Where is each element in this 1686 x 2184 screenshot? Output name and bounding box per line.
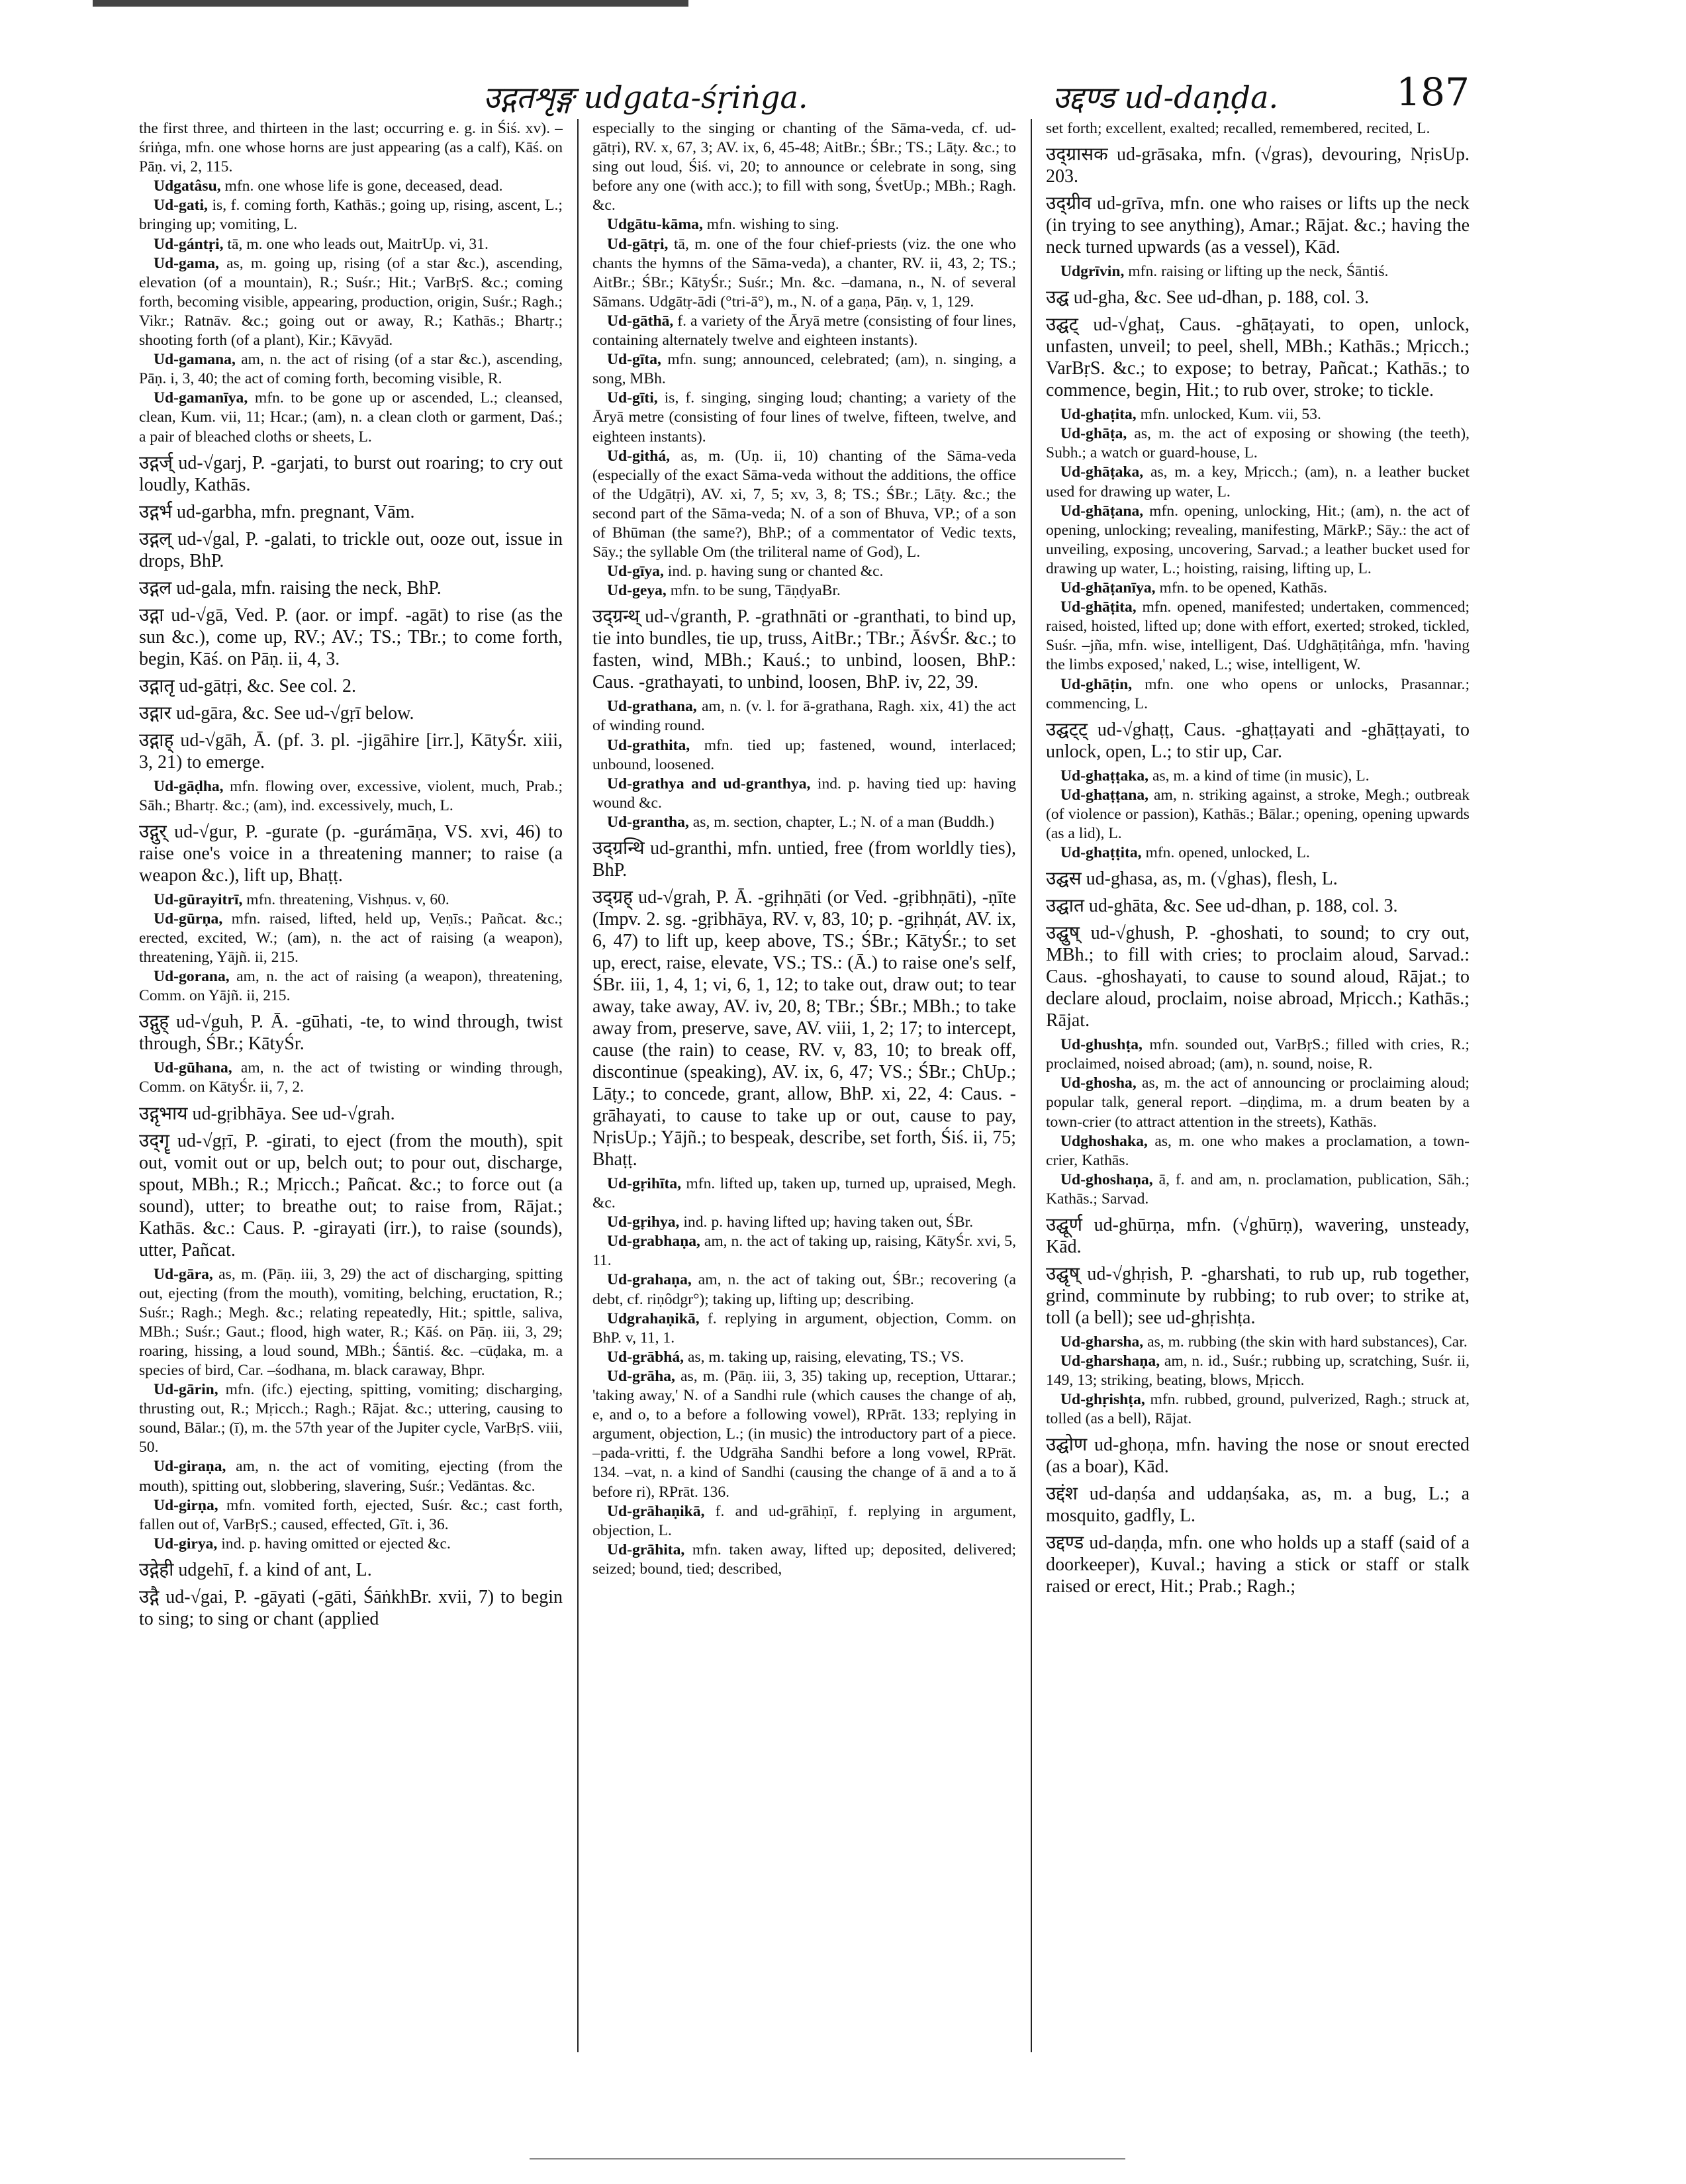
entry-definition: उद्गा ud-√gā, Ved. P. (aor. or impf. -agāt) to rise (as the sun &c.), come up, RV.; AV.; TS.; TBr.; to come forth, begin, Kāś. on Pāṇ. ii, 4, 3. (139, 604, 563, 669)
entry-headword: Ud-ghoshaṇa, (1060, 1170, 1153, 1188)
dictionary-entry (1046, 502, 1470, 579)
root-entry (1046, 1263, 1470, 1329)
entry-headword: Udgrīvin, (1060, 263, 1125, 281)
dictionary-entry (139, 235, 563, 254)
dictionary-entry (592, 813, 1016, 832)
dictionary-entry (1046, 463, 1470, 501)
root-entry (1046, 1532, 1470, 1597)
entry-headword: Ud-gṛihīta, (607, 1175, 682, 1192)
dictionary-columns (139, 119, 1470, 2052)
entry-definition: उद्घस ud-ghasa, as, m. (√ghas), flesh, L. (1046, 869, 1338, 890)
entry-definition: mfn. one whose life is gone, deceased, dead. (224, 177, 503, 195)
column-1 (139, 119, 563, 2052)
entry-headword: Ud-grāhaṇikā, (607, 1502, 705, 1520)
entry-headword: Udgatâsu, (154, 177, 221, 195)
dictionary-entry (1046, 1132, 1470, 1170)
entry-headword: Ud-gṛihya, (607, 1213, 680, 1231)
root-entry (592, 886, 1016, 1170)
entry-definition: as, m. taking up, raising, elevating, TS.; VS. (687, 1348, 964, 1366)
dictionary-entry (1046, 1074, 1470, 1131)
entry-definition: mfn. sounded out, VarBṛS.; filled with cries, R.; proclaimed, noised abroad; (am), n. sound, noise, R. (1046, 1036, 1470, 1073)
entry-definition: as, m. section, chapter, L.; N. of a man (Buddh.) (692, 813, 994, 831)
entry-definition: उद्गातृ ud-gātṛi, &c. See col. 2. (139, 675, 356, 696)
entry-headword: Ud-grabhaṇa, (607, 1233, 700, 1251)
entry-headword: Ud-gīti, (607, 389, 658, 407)
dictionary-entry (1046, 1390, 1470, 1429)
entry-definition: mfn. flowing over, excessive, violent, much, Prab.; Sāh.; Bhartṛ. &c.; (am), ind. excessively, much, L. (139, 777, 563, 814)
dictionary-entry (592, 1309, 1016, 1348)
root-entry (1046, 719, 1470, 763)
entry-headword: Ud-gātṛi, (607, 235, 669, 253)
root-entry (1046, 895, 1470, 917)
dictionary-entry (1046, 843, 1470, 863)
root-entry (139, 1586, 563, 1630)
entry-definition: उद्गल् ud-√gal, P. -galati, to trickle out, ooze out, issue in drops, BhP. (139, 528, 563, 571)
dictionary-entry (139, 350, 563, 389)
entry-headword: Ud-grāha, (607, 1367, 675, 1385)
dictionary-entry (1046, 598, 1470, 675)
entry-definition: ind. p. having lifted up; having taken out, ŚBr. (683, 1213, 974, 1231)
dictionary-entry (139, 254, 563, 350)
entry-headword: Ud-gántṛi, (154, 235, 224, 253)
entry-definition: f. a variety of the Āryā metre (consisting of four lines, containing alternately twelve and eighteen instants). (592, 312, 1016, 350)
entry-definition: उद्ग्रह् ud-√grah, P. Ā. -gṛihṇāti (or Ved. -gṛibhṇāti), -ṇīte (Impv. 2. sg. -gṛibhāya, RV. v, 83, 10; p. -gṛihṇát, AV. ix, 6, 47) to lift up, keep above, TS.; ŚBr.; KātyŚr.; to set up, erect, raise, elevate, VS.; TS.: (Ā.) to raise one's self, ŚBr. iii, 1, 4, 1; vi, 6, 1, 12; to take out, draw out; to tear away, take away, AV. iv, 20, 8; TBr.; ŚBr.; MBh.; to take away from, preserve, save, AV. viii, 1, 2; 17; to intercept, cause (the rain) to cease, RV. v, 83, 10; to break off, discontinue (speaking), AV. ix, 6, 47; VS.; ŚBr.; ChUp.; Lāṭy.; to concede, grant, allow, BhP. xi, 22, 4: Caus. -grāhayati, to cause to take up or out, cause to pay, NṛisUp.; Yājñ.; to bespeak, describe, set forth, Śiś. ii, 75; Bhaṭṭ. (592, 887, 1016, 1170)
entry-headword: Ud-ghāṭita, (1060, 598, 1137, 616)
entry-headword: Udgrahaṇikā, (607, 1309, 700, 1327)
entry-definition: mfn. taken away, lifted up; deposited, delivered; seized; bound, tied; described, (592, 1541, 1016, 1578)
root-entry (592, 837, 1016, 881)
entry-definition: उद्घुष् ud-√ghush, P. -ghoshati, to sound; to cry out, MBh.; to fill with cries; to proclaim aloud, Sarvad.: Caus. -ghoshayati, to cause to sound aloud, Rājat.; to declare aloud, proclaim, noise abroad, Mṛicch.; Kathās.; Rājat. (1046, 923, 1470, 1031)
entry-definition: mfn. vomited forth, ejected, Suśr. &c.; cast forth, fallen out of, VarBṛS.; caused, effected, Gīt. i, 36. (139, 1496, 563, 1533)
column-divider (577, 119, 579, 2052)
entry-definition: am, n. the act of vomiting, ejecting (from the mouth), spitting out, slobbering, slavering, Suśr.; Vedāntas. &c. (139, 1458, 563, 1495)
dictionary-entry (139, 967, 563, 1006)
root-entry (139, 452, 563, 496)
root-entry (139, 1011, 563, 1055)
entry-definition: mfn. lifted up, taken up, turned up, upraised, Megh. &c. (592, 1175, 1016, 1212)
dictionary-entry (1046, 262, 1470, 281)
root-entry (1046, 193, 1470, 258)
entry-headword: Ud-ghaṭṭita, (1060, 844, 1142, 862)
dictionary-entry (592, 235, 1016, 312)
entry-definition: उद्गेही udgehī, f. a kind of ant, L. (139, 1559, 372, 1580)
entry-definition: f. replying in argument, objection, Comm. on BhP. v, 11, 1. (592, 1309, 1016, 1347)
dictionary-entry (139, 777, 563, 816)
entry-definition: as, m. (Pāṇ. iii, 3, 29) the act of discharging, spitting out, ejecting (from the mouth), vomiting, belching, eructation, R.; Suśr.; Ragh.; Megh. &c.; relating repeatedly, Hit.; spittle, saliva, MBh.; Suśr.; Gaut.; flood, high water, R.; Kāś. on Pāṇ. iii, 3, 29; roaring, hissing, a loud sound, MBh.; Śāntiś. &c. –cūḍaka, m. a species of bird, Car. –śodhana, m. black caraway, Bhpr. (139, 1265, 563, 1379)
dictionary-entry (592, 1541, 1016, 1579)
entry-headword: Ud-grāhita, (607, 1541, 685, 1558)
root-entry (1046, 922, 1470, 1031)
root-entry (1046, 314, 1470, 401)
dictionary-entry (139, 1457, 563, 1496)
dictionary-entry (592, 562, 1016, 581)
entry-definition: उद्गै ud-√gai, P. -gāyati (-gāti, ŚāṅkhBr. xvii, 7) to begin to sing; to sing or chant (applied (139, 1586, 563, 1629)
dictionary-entry (139, 177, 563, 196)
page-number: 187 (1396, 70, 1470, 115)
entry-definition: उद्गल ud-gala, mfn. raising the neck, BhP. (139, 577, 442, 598)
root-entry (139, 1103, 563, 1125)
entry-headword: Ud-gati, (154, 197, 208, 214)
entry-definition: as, m. one who makes a proclamation, a town-crier, Kathās. (1046, 1132, 1470, 1169)
entry-definition: set forth; excellent, exalted; recalled, remembered, recited, L. (1046, 120, 1430, 137)
entry-headword: Ud-gharshaṇa, (1060, 1353, 1160, 1370)
entry-definition: उद्घूर्ण ud-ghūrṇa, mfn. (√ghūrṇ), wavering, unsteady, Kād. (1046, 1215, 1470, 1257)
entry-headword: Ud-giraṇa, (154, 1458, 226, 1476)
root-entry (1046, 1483, 1470, 1527)
entry-headword: Ud-grathita, (607, 736, 690, 754)
root-entry (1046, 1214, 1470, 1258)
entry-definition: उद्गुर् ud-√gur, P. -gurate (p. -gurámāṇa, VS. xvi, 46) to raise one's voice in a threatening manner; to raise (a weapon &c.), lift up, Bhaṭṭ. (139, 821, 563, 886)
column-3 (1046, 119, 1470, 2052)
entry-headword: Ud-githá, (607, 447, 671, 465)
entry-definition: mfn. opened, manifested; undertaken, commenced; raised, hoisted, lifted up; done with effort, exerted; stroked, tickled, Suśr. –jña, mfn. wise, intelligent, Daś. Udghāṭitâṅga, mfn. 'having the limbs exposed,' naked, L.; wise, intelligent, W. (1046, 598, 1470, 674)
dictionary-entry (592, 1348, 1016, 1367)
entry-definition: mfn. (ifc.) ejecting, spitting, vomiting; discharging, thrusting out, R.; Mṛicch.; Ragh.; Rājat. &c.; uttering, causing to sound, Bālar.; (ī), m. the 57th year of the Jupiter cycle, VarBṛS. viii, 50. (139, 1381, 563, 1456)
entry-definition: उद्ग्रन्थ् ud-√granth, P. -grathnāti or -granthati, to bind up, tie into bundles, tie up, truss, AitBr.; TBr.; ĀśvŚr. &c.; to fasten, wind, MBh.; Kauś.; to unbind, loosen, BhP.: Caus. -grathayati, to unbind, loosen, BhP. iv, 22, 39. (592, 606, 1016, 693)
continued-entry (139, 119, 563, 177)
entry-definition: उद्ग्रन्थि ud-granthi, mfn. untied, free (from worldly ties), BhP. (592, 838, 1016, 880)
entry-headword: Udghoshaka, (1060, 1132, 1148, 1150)
entry-definition: as, m. the act of exposing or showing (the teeth), Subh.; a watch or guard-house, L. (1046, 425, 1470, 462)
entry-headword: Ud-grantha, (607, 813, 689, 831)
entry-definition: उद्घोण ud-ghoṇa, mfn. having the nose or snout erected (as a boar), Kād. (1046, 1435, 1470, 1478)
dictionary-entry (1046, 767, 1470, 786)
entry-headword: Ud-geya, (607, 582, 667, 600)
entry-definition: is, f. coming forth, Kathās.; going up, rising, ascent, L.; bringing up; vomiting, L. (139, 197, 563, 234)
entry-definition: mfn. unlocked, Kum. vii, 53. (1140, 406, 1321, 424)
entry-definition: am, n. striking against, a stroke, Megh.; outbreak (of violence or passion), Kathās.; Bālar.; opening, opening upwards (as a lid), L. (1046, 786, 1470, 842)
scan-bottom-edge (530, 2158, 1125, 2160)
dictionary-entry (139, 1496, 563, 1535)
entry-definition: as, m. a kind of time (in music), L. (1152, 767, 1370, 784)
entry-definition: am, n. the act of taking up, raising, KātyŚr. xvi, 5, 11. (592, 1233, 1016, 1270)
entry-definition: f. and ud-grāhiṇī, f. replying in argument, objection, L. (592, 1502, 1016, 1539)
entry-definition: उद्गाह् ud-√gāh, Ā. (pf. 3. pl. -jigāhire [irr.], KātyŚr. xiii, 3, 21) to emerge. (139, 730, 563, 773)
entry-headword: Ud-ghāṭanīya, (1060, 579, 1156, 597)
column-divider (1031, 119, 1032, 2052)
entry-headword: Ud-girya, (154, 1535, 218, 1552)
entry-definition: उद्दण्ड ud-daṇḍa, mfn. one who holds up a staff (said of a doorkeeper), Kuval.; having a stick or staff or stalk raised or erect, Hit.; Prab.; Ragh.; (1046, 1533, 1470, 1597)
dictionary-entry (1046, 1170, 1470, 1209)
entry-headword: Ud-ghosha, (1060, 1074, 1137, 1092)
entry-definition: mfn. threatening, Vishṇus. v, 60. (246, 890, 449, 908)
root-entry (139, 1130, 563, 1261)
root-entry (1046, 868, 1470, 890)
entry-headword: Ud-ghāṭaka, (1060, 463, 1144, 481)
entry-definition: mfn. raising or lifting up the neck, Śāntiś. (1128, 263, 1389, 281)
entry-definition: उद्घात ud-ghāta, &c. See ud-dhan, p. 188, col. 3. (1046, 896, 1398, 917)
root-entry (1046, 144, 1470, 187)
root-entry (139, 675, 563, 697)
dictionary-entry (592, 1232, 1016, 1270)
dictionary-entry (1046, 675, 1470, 714)
entry-headword: Ud-ghaṭṭana, (1060, 786, 1149, 804)
dictionary-entry (592, 312, 1016, 350)
root-entry (139, 730, 563, 773)
entry-definition: ind. p. having omitted or ejected &c. (221, 1535, 451, 1552)
entry-definition: ā, f. and am, n. proclamation, publication, Sāh.; Kathās.; Sarvad. (1046, 1170, 1470, 1208)
dictionary-entry (1046, 786, 1470, 843)
entry-definition: mfn. raised, lifted, held up, Veṇīs.; Pañcat. &c.; erected, excited, W.; (am), n. the act of raising (a weapon), threatening, Yājñ. ii, 215. (139, 910, 563, 967)
entry-headword: Ud-gīya, (607, 563, 664, 581)
root-entry (139, 501, 563, 523)
entry-headword: Ud-gāthā, (607, 312, 674, 330)
dictionary-entry (592, 389, 1016, 446)
entry-definition: उद्घ ud-gha, &c. See ud-dhan, p. 188, col. 3. (1046, 287, 1370, 309)
entry-definition: as, m. (Uṇ. ii, 10) chanting of the Sāma-veda (especially of the exact Sāma-veda without the additions, the office of the Udgātṛi), AV. xi, 7, 5; xv, 3, 8; TS.; ŚBr.; Lāṭy. &c.; the second part of the Sāma-veda; N. of a son of Bhuva, VP.; of a son of Bhūman (the same?), BhP.; of a commentator of Vedic texts, Sāy.; the syllable Om (the triliteral name of God), L. (592, 447, 1016, 561)
entry-definition: उद्दंश ud-daṇśa and uddaṇśaka, as, m. a bug, L.; a mosquito, gadfly, L. (1046, 1484, 1470, 1527)
entry-definition: mfn. wishing to sing. (706, 216, 839, 234)
dictionary-entry (592, 1213, 1016, 1232)
dictionary-entry (592, 1270, 1016, 1309)
entry-headword: Ud-ghāṭin, (1060, 675, 1133, 693)
entry-definition: mfn. sung; announced, celebrated; (am), n. singing, a song, MBh. (592, 351, 1016, 388)
entry-definition: as, m. a key, Mṛicch.; (am), n. a leather bucket used for drawing up water, L. (1046, 463, 1470, 500)
entry-definition: mfn. rubbed, ground, pulverized, Ragh.; struck at, tolled (as a bell), Rājat. (1046, 1391, 1470, 1428)
entry-headword: Ud-ghāṭa, (1060, 425, 1127, 443)
entry-definition: as, m. (Pāṇ. iii, 3, 35) taking up, reception, Uttarar.; 'taking away,' N. of a Sandhi rule (which causes the change of aḥ, e, and o, to a before a following vowel), RPrāt. 133; replying in argument, objection, L.; (in music) the introductory part of a piece. –pada-vritti, f. the Udgrāha Sandhi before a long vowel, RPrāt. 134. –vat, n. a kind of Sandhi (causing the change of ā and a to ă before ri), RPrāt. 136. (592, 1367, 1016, 1501)
dictionary-entry (139, 890, 563, 910)
entry-definition: उद्घट् ud-√ghaṭ, Caus. -ghāṭayati, to open, unlock, unfasten, unveil; to peel, shell, MBh.; Kathās.; Mṛicch.; VarBṛS. &c.; to expose; to betray, Pañcat.; Kathās.; to commence, begin, Hit.; to rub over, stroke; to tickle. (1046, 314, 1470, 401)
entry-headword: Ud-gūhana, (154, 1059, 232, 1077)
entry-definition: am, n. the act of twisting or winding through, Comm. on KātyŚr. ii, 7, 2. (139, 1059, 563, 1096)
root-entry (139, 702, 563, 724)
dictionary-entry (1046, 405, 1470, 424)
entry-definition: mfn. to be opened, Kathās. (1159, 579, 1328, 597)
entry-definition: mfn. to be gone up or ascended, L.; cleansed, clean, Kum. vii, 11; Hcar.; (am), n. a clean cloth or garment, Daś.; a pair of bleached cloths or sheets, L. (139, 389, 563, 446)
entry-headword: Ud-gāḍha, (154, 777, 224, 795)
dictionary-entry (592, 1174, 1016, 1213)
entry-definition: mfn. one who opens or unlocks, Prasannar.; commencing, L. (1046, 675, 1470, 712)
entry-headword: Ud-ghāṭana, (1060, 502, 1144, 520)
entry-headword: Ud-grahaṇa, (607, 1271, 692, 1289)
entry-definition: mfn. to be sung, TāṇḍyaBr. (670, 582, 841, 600)
entry-definition: am, n. the act of rising (of a star &c.), ascending, Pāṇ. i, 3, 40; the act of coming forth, becoming visible, R. (139, 351, 563, 388)
entry-headword: Ud-grathya and ud-granthya, (607, 775, 811, 792)
column-2 (592, 119, 1016, 2052)
dictionary-entry (139, 1265, 563, 1381)
root-entry (1046, 287, 1470, 309)
entry-definition: is, f. singing, singing loud; chanting; a variety of the Āryā metre (consisting of four lines of twelve, fifteen, twelve, and eighteen instants). (592, 389, 1016, 446)
root-entry (1046, 1434, 1470, 1478)
dictionary-entry (592, 1367, 1016, 1502)
dictionary-entry (1046, 424, 1470, 463)
entry-headword: Ud-ghushṭa, (1060, 1036, 1143, 1054)
page-header (139, 70, 1470, 122)
entry-definition: उद्गार ud-gāra, &c. See ud-√gṛī below. (139, 702, 414, 724)
entry-headword: Ud-gārin, (154, 1381, 218, 1399)
dictionary-entry (139, 389, 563, 446)
entry-definition: especially to the singing or chanting of the Sāma-veda, cf. ud-gātṛi), RV. x, 67, 3; AV. ix, 6, 45-48; AitBr.; ŚBr.; TS.; Lāṭy. &c.; to sing out loud, Śiś. vi, 20; to announce or celebrate in song, sing before any one (with acc.); to fill with song, ŚvetUp.; MBh.; Ragh. &c. (592, 120, 1016, 214)
root-entry (139, 821, 563, 886)
entry-definition: am, n. the act of raising (a weapon), threatening, Comm. on Yājñ. ii, 215. (139, 968, 563, 1005)
scan-top-edge (93, 0, 688, 7)
entry-headword: Ud-ghaṭṭaka, (1060, 767, 1149, 784)
entry-definition: am, n. the act of taking out, ŚBr.; recovering (a debt, cf. riṇôdgr°); taking up, lifting up; describing. (592, 1271, 1016, 1308)
entry-definition: उद्ग्रीव ud-grīva, mfn. one who raises or lifts up the neck (in trying to see anything), Amar.; Rājat. &c.; having the neck turned upwards (as a vessel), Kād. (1046, 193, 1470, 258)
entry-definition: am, n. id., Suśr.; rubbing up, scratching, Suśr. ii, 149, 13; striking, beating, blows, Mṛicch. (1046, 1353, 1470, 1390)
entry-definition: उद्गॄ ud-√gṛī, P. -girati, to eject (from the mouth), spit out, vomit out or up, belch out; to pour out, discharge, spout, MBh.; R.; Mṛicch.; Pañcat. &c.; to force out (a sound), utter; to breathe out; to raise from, Rājat.; Kathās. &c.: Caus. P. -girayati (irr.), to raise (sounds), utter, Pañcat. (139, 1130, 563, 1260)
entry-definition: tā, m. one of the four chief-priests (viz. the one who chants the hymns of the Sāma-veda), a chanter, RV. ii, 43, 2; TS.; AitBr.; ŚBr.; KātyŚr.; Suśr.; Mn. &c. –damana, n., N. of several Sāmans. Udgātṛ-ādi (°tri-ā°), m., N. of a gaṇa, Pāṇ. v, 1, 129. (592, 235, 1016, 310)
entry-definition: mfn. opened, unlocked, L. (1145, 844, 1310, 862)
entry-definition: उद्गर्भ ud-garbha, mfn. pregnant, Vām. (139, 501, 415, 522)
entry-definition: as, m. rubbing (the skin with hard substances), Car. (1147, 1333, 1468, 1351)
entry-definition: उद्गृभाय ud-gṛibhāya. See ud-√grah. (139, 1103, 395, 1124)
dictionary-entry (1046, 1333, 1470, 1352)
dictionary-entry (592, 1502, 1016, 1541)
entry-headword: Ud-grābhá, (607, 1348, 684, 1366)
entry-definition: the first three, and thirteen in the last; occurring e. g. in Śiś. xv). –śriṅga, mfn. one whose horns are just appearing (as a calf), Kāś. on Pāṇ. vi, 2, 115. (139, 120, 563, 176)
entry-headword: Ud-grathana, (607, 698, 697, 716)
entry-definition: mfn. opening, unlocking, Hit.; (am), n. the act of opening, unlocking; revealing, manifesting, MārkP.; Sāy.: the act of unveiling, exposing, uncovering, Sarvad.; a leather bucket used for drawing up water, L.; hoisting, raising, lifting up, L. (1046, 502, 1470, 577)
dictionary-entry (592, 697, 1016, 736)
entry-definition: उद्घृष् ud-√ghṛish, P. -gharshati, to rub up, rub together, grind, comminute by rubbing; to rub over; to strike at, toll (a bell); see ud-ghṛishṭa. (1046, 1264, 1470, 1328)
dictionary-entry (1046, 579, 1470, 598)
entry-headword: Ud-gorana, (154, 968, 230, 986)
entry-headword: Ud-gharsha, (1060, 1333, 1144, 1351)
entry-headword: Udgātu-kāma, (607, 216, 703, 234)
dictionary-entry (139, 910, 563, 967)
dictionary-entry (592, 581, 1016, 600)
entry-headword: Ud-ghṛishṭa, (1060, 1391, 1145, 1409)
dictionary-entry (139, 1059, 563, 1097)
entry-headword: Ud-gīta, (607, 351, 661, 369)
dictionary-entry (1046, 1035, 1470, 1074)
dictionary-entry (592, 447, 1016, 563)
entry-headword: Ud-gāra, (154, 1265, 213, 1283)
continued-entry (592, 119, 1016, 215)
entry-definition: उद्ग्रासक ud-grāsaka, mfn. (√gras), devouring, NṛisUp. 203. (1046, 144, 1470, 187)
entry-headword: Ud-gūrṇa, (154, 910, 223, 927)
continued-entry (1046, 119, 1470, 138)
entry-definition: mfn. tied up; fastened, wound, interlaced; unbound, loosened. (592, 736, 1016, 773)
entry-definition: उद्घट्ट् ud-√ghaṭṭ, Caus. -ghaṭṭayati and -ghāṭṭayati, to unlock, open, L.; to stir up, Car. (1046, 719, 1470, 762)
entry-definition: ind. p. having tied up: having wound &c. (592, 775, 1016, 812)
dictionary-entry (592, 350, 1016, 389)
header-right-guide-word: उद्दण्ड ud-daṇḍa. (1053, 79, 1279, 115)
dictionary-entry (1046, 1352, 1470, 1390)
entry-definition: ind. p. having sung or chanted &c. (667, 563, 884, 581)
header-left-guide-word: उद्गतशृङ्ग udgata-śṛiṅga. (483, 79, 808, 115)
root-entry (139, 604, 563, 670)
dictionary-entry (139, 1380, 563, 1457)
entry-headword: Ud-gamanīya, (154, 389, 248, 407)
root-entry (139, 528, 563, 572)
dictionary-entry (139, 1535, 563, 1554)
dictionary-entry (592, 736, 1016, 775)
root-entry (139, 1559, 563, 1581)
dictionary-entry (139, 196, 563, 234)
dictionary-entry (592, 215, 1016, 234)
entry-definition: tā, m. one who leads out, MaitrUp. vi, 31. (227, 235, 489, 253)
entry-headword: Ud-gūrayitrī, (154, 890, 243, 908)
entry-definition: उद्गुह् ud-√guh, P. Ā. -gūhati, -te, to wind through, twist through, ŚBr.; KātyŚr. (139, 1012, 563, 1055)
entry-definition: as, m. going up, rising (of a star &c.), ascending, elevation (of a mountain), R.; Suśr.; Hit.; VarBṛS. &c.; coming forth, becoming visible, appearing, production, origin, Suśr.; Ragh.; Vikr.; Ratnāv. &c.; going out or away, R.; Kathās.; Bhartṛ.; shooting forth (of a plant), Kir.; Kāvyād. (139, 254, 563, 350)
root-entry (592, 606, 1016, 693)
entry-headword: Ud-girṇa, (154, 1496, 218, 1514)
root-entry (139, 577, 563, 599)
entry-definition: am, n. (v. l. for ā-grathana, Ragh. xix, 41) the act of winding round. (592, 698, 1016, 735)
dictionary-entry (592, 775, 1016, 813)
entry-definition: as, m. the act of announcing or proclaiming aloud; popular talk, general report. –diṇḍima, m. a drum beaten by a town-crier (to attract attention in the streets), Kathās. (1046, 1074, 1470, 1131)
entry-headword: Ud-ghaṭita, (1060, 406, 1137, 424)
entry-headword: Ud-gama, (154, 254, 219, 272)
entry-headword: Ud-gamana, (154, 351, 236, 369)
entry-definition: उद्गर्ज् ud-√garj, P. -garjati, to burst out roaring; to cry out loudly, Kathās. (139, 452, 563, 495)
